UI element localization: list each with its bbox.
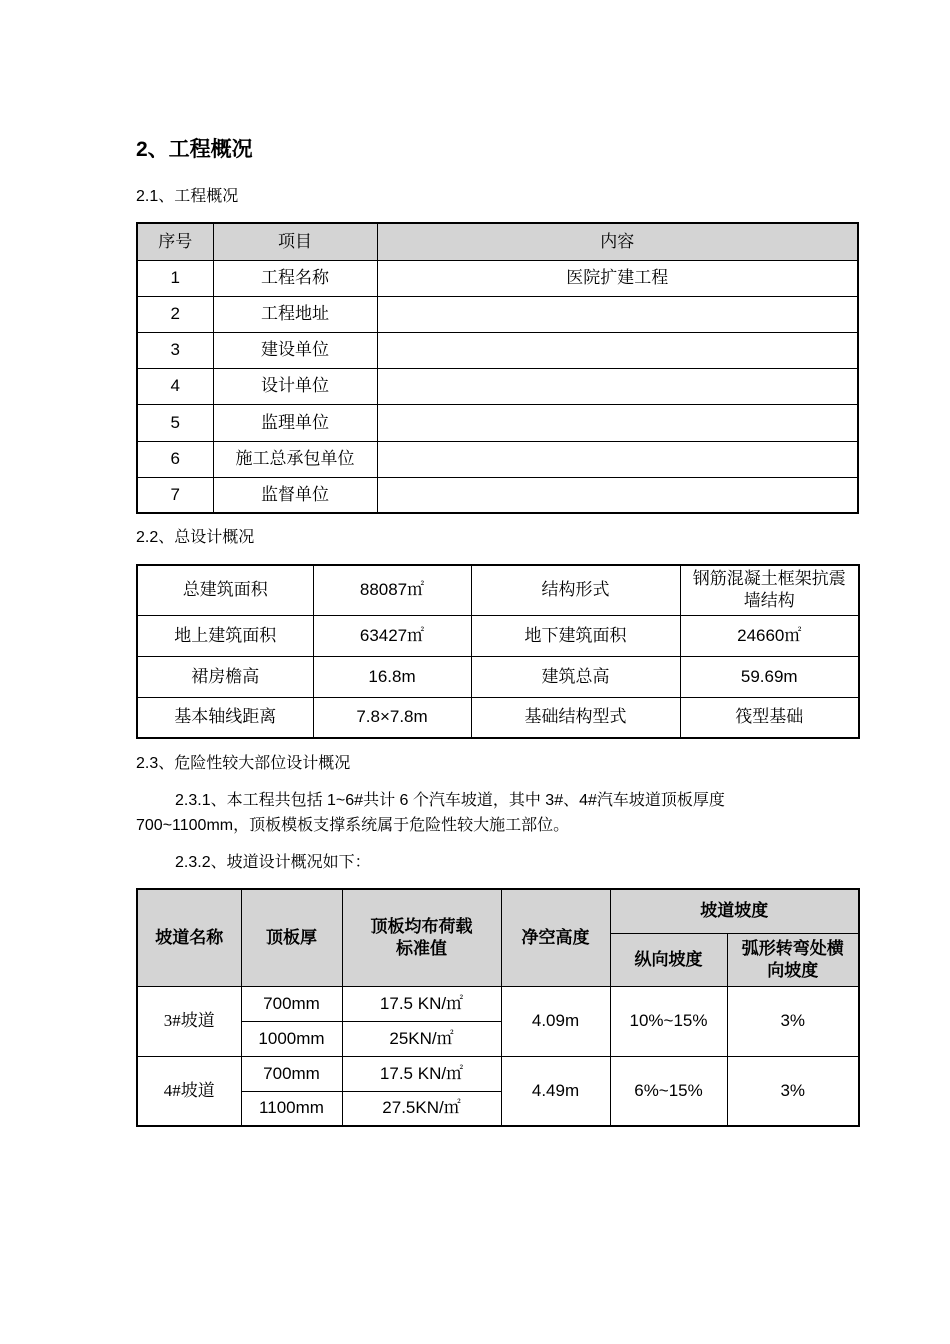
value-cell: 59.69m xyxy=(680,656,859,697)
slab-load: 27.5KN/㎡ xyxy=(342,1091,501,1126)
section-heading: 2、工程概况 xyxy=(136,138,253,161)
clear-height: 4.49m xyxy=(501,1056,610,1126)
row-content xyxy=(377,441,858,477)
slab-thickness: 700mm xyxy=(241,986,342,1021)
label-cell: 基础结构型式 xyxy=(471,697,680,738)
value-cell: 16.8m xyxy=(313,656,471,697)
row-item: 建设单位 xyxy=(213,332,377,368)
paragraph-2-3-1-line1: 2.3.1、本工程共包括 1~6#共计 6 个汽车坡道，其中 3#、4#汽车坡道顶板厚度 xyxy=(175,792,725,809)
slab-load: 25KN/㎡ xyxy=(342,1021,501,1056)
row-no: 2 xyxy=(137,296,213,332)
ramp-design-table xyxy=(136,888,860,1127)
row-item: 工程名称 xyxy=(213,260,377,296)
subsection-title-2-1: 2.1、工程概况 xyxy=(136,188,239,205)
row-no: 3 xyxy=(137,332,213,368)
row-item: 监理单位 xyxy=(213,404,377,441)
value-cell: 7.8×7.8m xyxy=(313,697,471,738)
row-item: 监督单位 xyxy=(213,477,377,513)
slab-thickness: 1000mm xyxy=(241,1021,342,1056)
project-overview-table xyxy=(136,222,859,514)
header-slab-load: 顶板均布荷载标准值 xyxy=(342,889,501,986)
row-item: 施工总承包单位 xyxy=(213,441,377,477)
label-cell: 裙房檐高 xyxy=(137,656,313,697)
header-longitudinal-slope: 纵向坡度 xyxy=(610,933,727,986)
subsection-title-2-3: 2.3、危险性较大部位设计概况 xyxy=(136,755,351,772)
value-cell: 钢筋混凝土框架抗震墙结构 xyxy=(680,565,859,615)
longitudinal-slope: 10%~15% xyxy=(610,986,727,1056)
label-cell: 地上建筑面积 xyxy=(137,615,313,656)
subsection-title-2-2: 2.2、总设计概况 xyxy=(136,529,255,546)
table-row xyxy=(137,332,858,368)
label-cell: 总建筑面积 xyxy=(137,565,313,615)
header-clear-height: 净空高度 xyxy=(501,889,610,986)
ramp-name: 3#坡道 xyxy=(137,986,241,1056)
value-cell: 筏型基础 xyxy=(680,697,859,738)
table-row xyxy=(137,260,858,296)
table-row xyxy=(137,296,858,332)
row-no: 6 xyxy=(137,441,213,477)
label-cell: 结构形式 xyxy=(471,565,680,615)
paragraph-2-3-2: 2.3.2、坡道设计概况如下： xyxy=(175,854,371,871)
slab-thickness: 700mm xyxy=(241,1056,342,1091)
table-row xyxy=(137,656,859,697)
value-cell: 24660㎡ xyxy=(680,615,859,656)
table-row xyxy=(137,697,859,738)
cross-slope: 3% xyxy=(727,1056,859,1126)
value-cell: 88087㎡ xyxy=(313,565,471,615)
header-item: 项目 xyxy=(213,223,377,260)
value-cell: 63427㎡ xyxy=(313,615,471,656)
header-no: 序号 xyxy=(137,223,213,260)
slab-load: 17.5 KN/㎡ xyxy=(342,986,501,1021)
table-row xyxy=(137,565,859,615)
design-overview-table xyxy=(136,564,860,739)
slab-thickness: 1100mm xyxy=(241,1091,342,1126)
clear-height: 4.09m xyxy=(501,986,610,1056)
table-row xyxy=(137,368,858,404)
header-content: 内容 xyxy=(377,223,858,260)
header-ramp-name: 坡道名称 xyxy=(137,889,241,986)
row-content xyxy=(377,296,858,332)
label-cell: 基本轴线距离 xyxy=(137,697,313,738)
paragraph-2-3-1-line2: 700~1100mm，顶板模板支撑系统属于危险性较大施工部位。 xyxy=(136,817,570,834)
label-cell: 地下建筑面积 xyxy=(471,615,680,656)
row-no: 1 xyxy=(137,260,213,296)
table-row xyxy=(137,477,858,513)
label-cell: 建筑总高 xyxy=(471,656,680,697)
header-cross-slope: 弧形转弯处横向坡度 xyxy=(727,933,859,986)
cross-slope: 3% xyxy=(727,986,859,1056)
row-no: 5 xyxy=(137,404,213,441)
table-row xyxy=(137,1056,859,1091)
table-header-row xyxy=(137,889,859,933)
table-row xyxy=(137,404,858,441)
row-content xyxy=(377,404,858,441)
row-item: 工程地址 xyxy=(213,296,377,332)
header-slab-thickness: 顶板厚 xyxy=(241,889,342,986)
row-content: 医院扩建工程 xyxy=(377,260,858,296)
table-row xyxy=(137,986,859,1021)
table-row xyxy=(137,615,859,656)
row-content xyxy=(377,477,858,513)
ramp-name: 4#坡道 xyxy=(137,1056,241,1126)
slab-load: 17.5 KN/㎡ xyxy=(342,1056,501,1091)
row-content xyxy=(377,368,858,404)
row-no: 7 xyxy=(137,477,213,513)
row-item: 设计单位 xyxy=(213,368,377,404)
row-no: 4 xyxy=(137,368,213,404)
longitudinal-slope: 6%~15% xyxy=(610,1056,727,1126)
table-row xyxy=(137,441,858,477)
row-content xyxy=(377,332,858,368)
header-ramp-slope: 坡道坡度 xyxy=(610,889,859,933)
table-header-row xyxy=(137,223,858,260)
